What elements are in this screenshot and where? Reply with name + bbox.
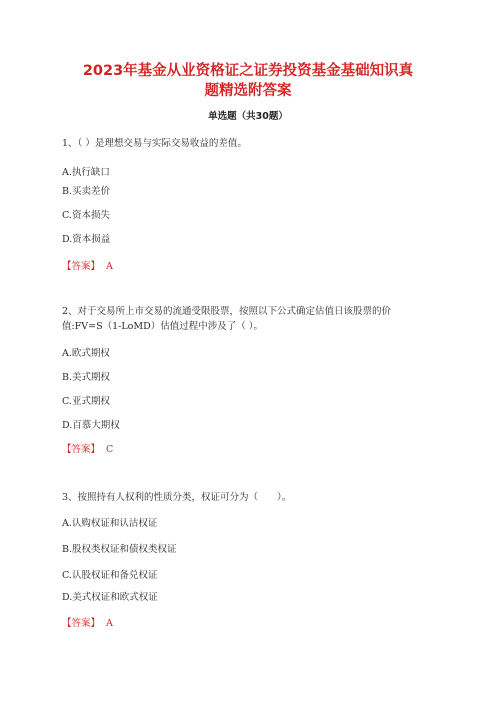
document-title-line-2: 题精选附答案 (204, 83, 292, 99)
question-3-stem: 3、按照持有人权利的性质分类，权证可分为（ ）。 (62, 492, 292, 503)
question-2-option-c: C.亚式期权 (62, 396, 110, 407)
question-3-option-c: C.认股权证和备兑权证 (62, 570, 158, 581)
question-1-option-b: B.买卖差价 (62, 186, 111, 197)
question-3-option-d: D.美式权证和欧式权证 (62, 592, 158, 603)
question-2-option-a: A.欧式期权 (62, 348, 110, 359)
question-1-answer (62, 260, 113, 273)
question-2-answer (62, 443, 113, 456)
question-3-answer (62, 617, 113, 630)
answer-label: 【答案】 (62, 444, 101, 455)
answer-value: A (106, 618, 113, 629)
question-2-stem-line-2: 值:FV=S（1-LoMD）估值过程中涉及了（ ）。 (62, 321, 264, 332)
question-1-stem: 1、（ ）是理想交易与实际交易收益的差值。 (62, 138, 247, 149)
question-1-option-c: C.资本损失 (62, 210, 110, 221)
question-3-option-b: B.股权类权证和债权类权证 (62, 544, 177, 555)
section-heading: 单选题（共30题） (208, 111, 288, 122)
document-title-line-1: 2023年基金从业资格证之证券投资基金基础知识真 (82, 63, 414, 79)
question-2-option-b: B.美式期权 (62, 372, 111, 383)
question-2-option-d: D.百慕大期权 (62, 420, 120, 431)
question-1-option-a: A.执行缺口 (62, 167, 110, 178)
answer-value: A (106, 261, 113, 272)
answer-label: 【答案】 (62, 261, 101, 272)
question-1-option-d: D.资本损益 (62, 234, 111, 245)
answer-value: C (106, 444, 114, 455)
question-3-option-a: A.认购权证和认沽权证 (62, 518, 158, 529)
answer-label: 【答案】 (62, 618, 101, 629)
question-2-stem-line-1: 2、对于交易所上市交易的流通受限股票，按照以下公式确定估值日该股票的价 (62, 306, 392, 317)
